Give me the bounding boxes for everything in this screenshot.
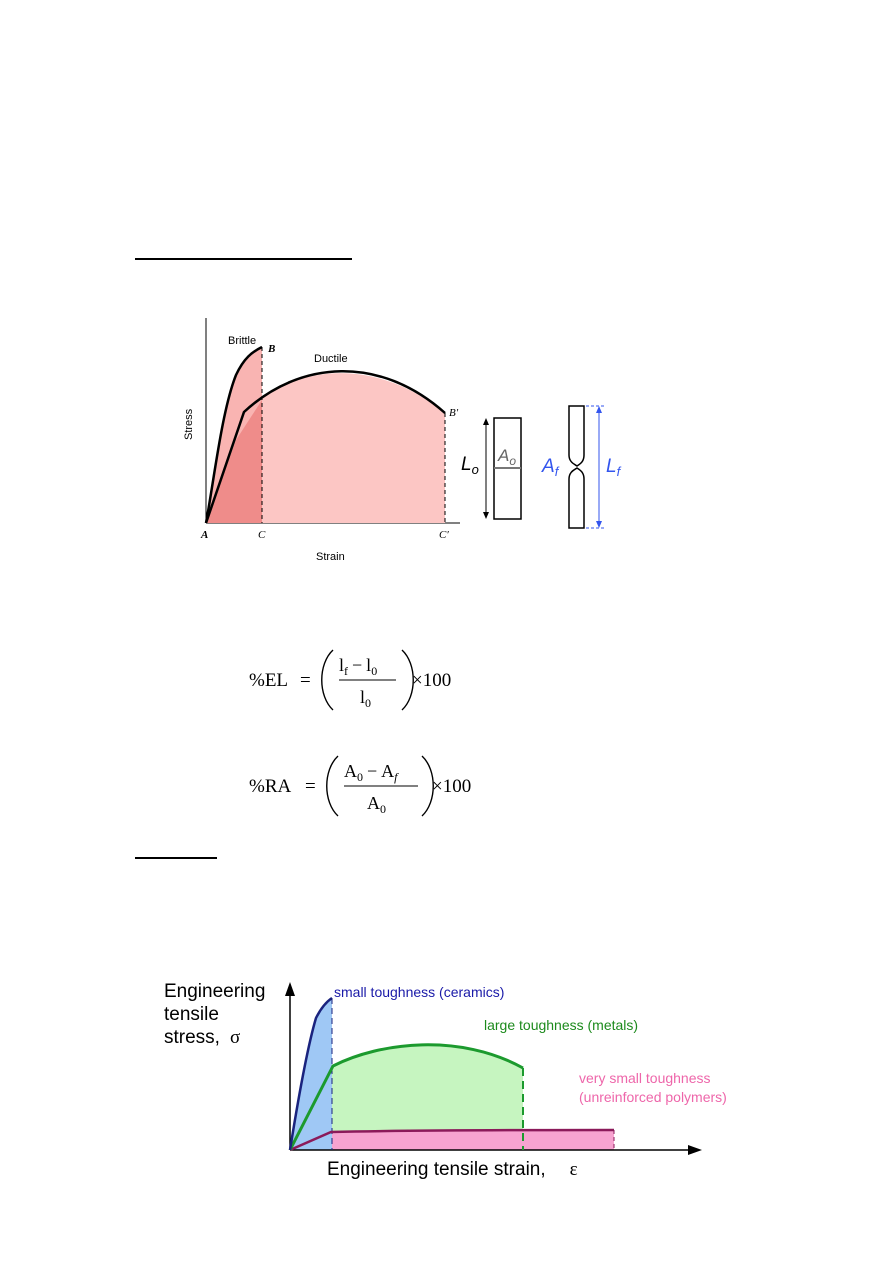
fig2-x-axis-arrow bbox=[688, 1145, 702, 1155]
el-times-100: ×100 bbox=[412, 670, 452, 691]
fig2-x-label: Engineering tensile strain, ε bbox=[327, 1159, 578, 1180]
ra-equals: = bbox=[305, 776, 316, 797]
el-denominator: $l_0$ bbox=[360, 687, 372, 710]
polymers-label-line2: (unreinforced polymers) bbox=[579, 1089, 727, 1105]
ductile-label: Ductile bbox=[314, 353, 348, 365]
el-equals: = bbox=[300, 670, 311, 691]
stress-axis-label: Stress bbox=[183, 408, 195, 440]
el-numerator: $l_f - l_0$ bbox=[339, 655, 378, 678]
fig2-y-label-line1: Engineering bbox=[164, 981, 266, 1002]
fig2-y-label-line3: stress, σ bbox=[164, 1027, 241, 1048]
brittle-label: Brittle bbox=[228, 335, 257, 347]
final-length-label: $L_f$ bbox=[606, 456, 621, 479]
final-area-label: $A_f$ bbox=[542, 456, 559, 479]
ra-numerator: $A_0 - A_f$ bbox=[344, 761, 398, 784]
original-length-label: $L_o$ bbox=[461, 454, 479, 477]
ceramics-label: small toughness (ceramics) bbox=[334, 984, 505, 1000]
polymers-label-line1: very small toughness bbox=[579, 1070, 711, 1086]
ra-lhs: %RA bbox=[249, 776, 292, 797]
metals-label: large toughness (metals) bbox=[484, 1017, 639, 1033]
point-b-label: B bbox=[268, 343, 276, 355]
point-c-prime-label: C′ bbox=[439, 529, 449, 541]
strain-axis-label: Strain bbox=[316, 551, 345, 563]
original-area-label: $A_o$ bbox=[498, 446, 517, 468]
point-b-prime-label: B′ bbox=[449, 407, 459, 419]
ra-denominator: $A_0$ bbox=[367, 793, 386, 816]
ceramics-area bbox=[290, 998, 332, 1150]
point-c-label: C bbox=[258, 529, 266, 541]
fig2-y-axis-arrow bbox=[285, 982, 295, 996]
ra-times-100: ×100 bbox=[432, 776, 472, 797]
el-lhs: %EL bbox=[249, 670, 289, 691]
fig2-y-label-line2: tensile bbox=[164, 1004, 219, 1025]
point-a-label: A bbox=[201, 529, 209, 541]
